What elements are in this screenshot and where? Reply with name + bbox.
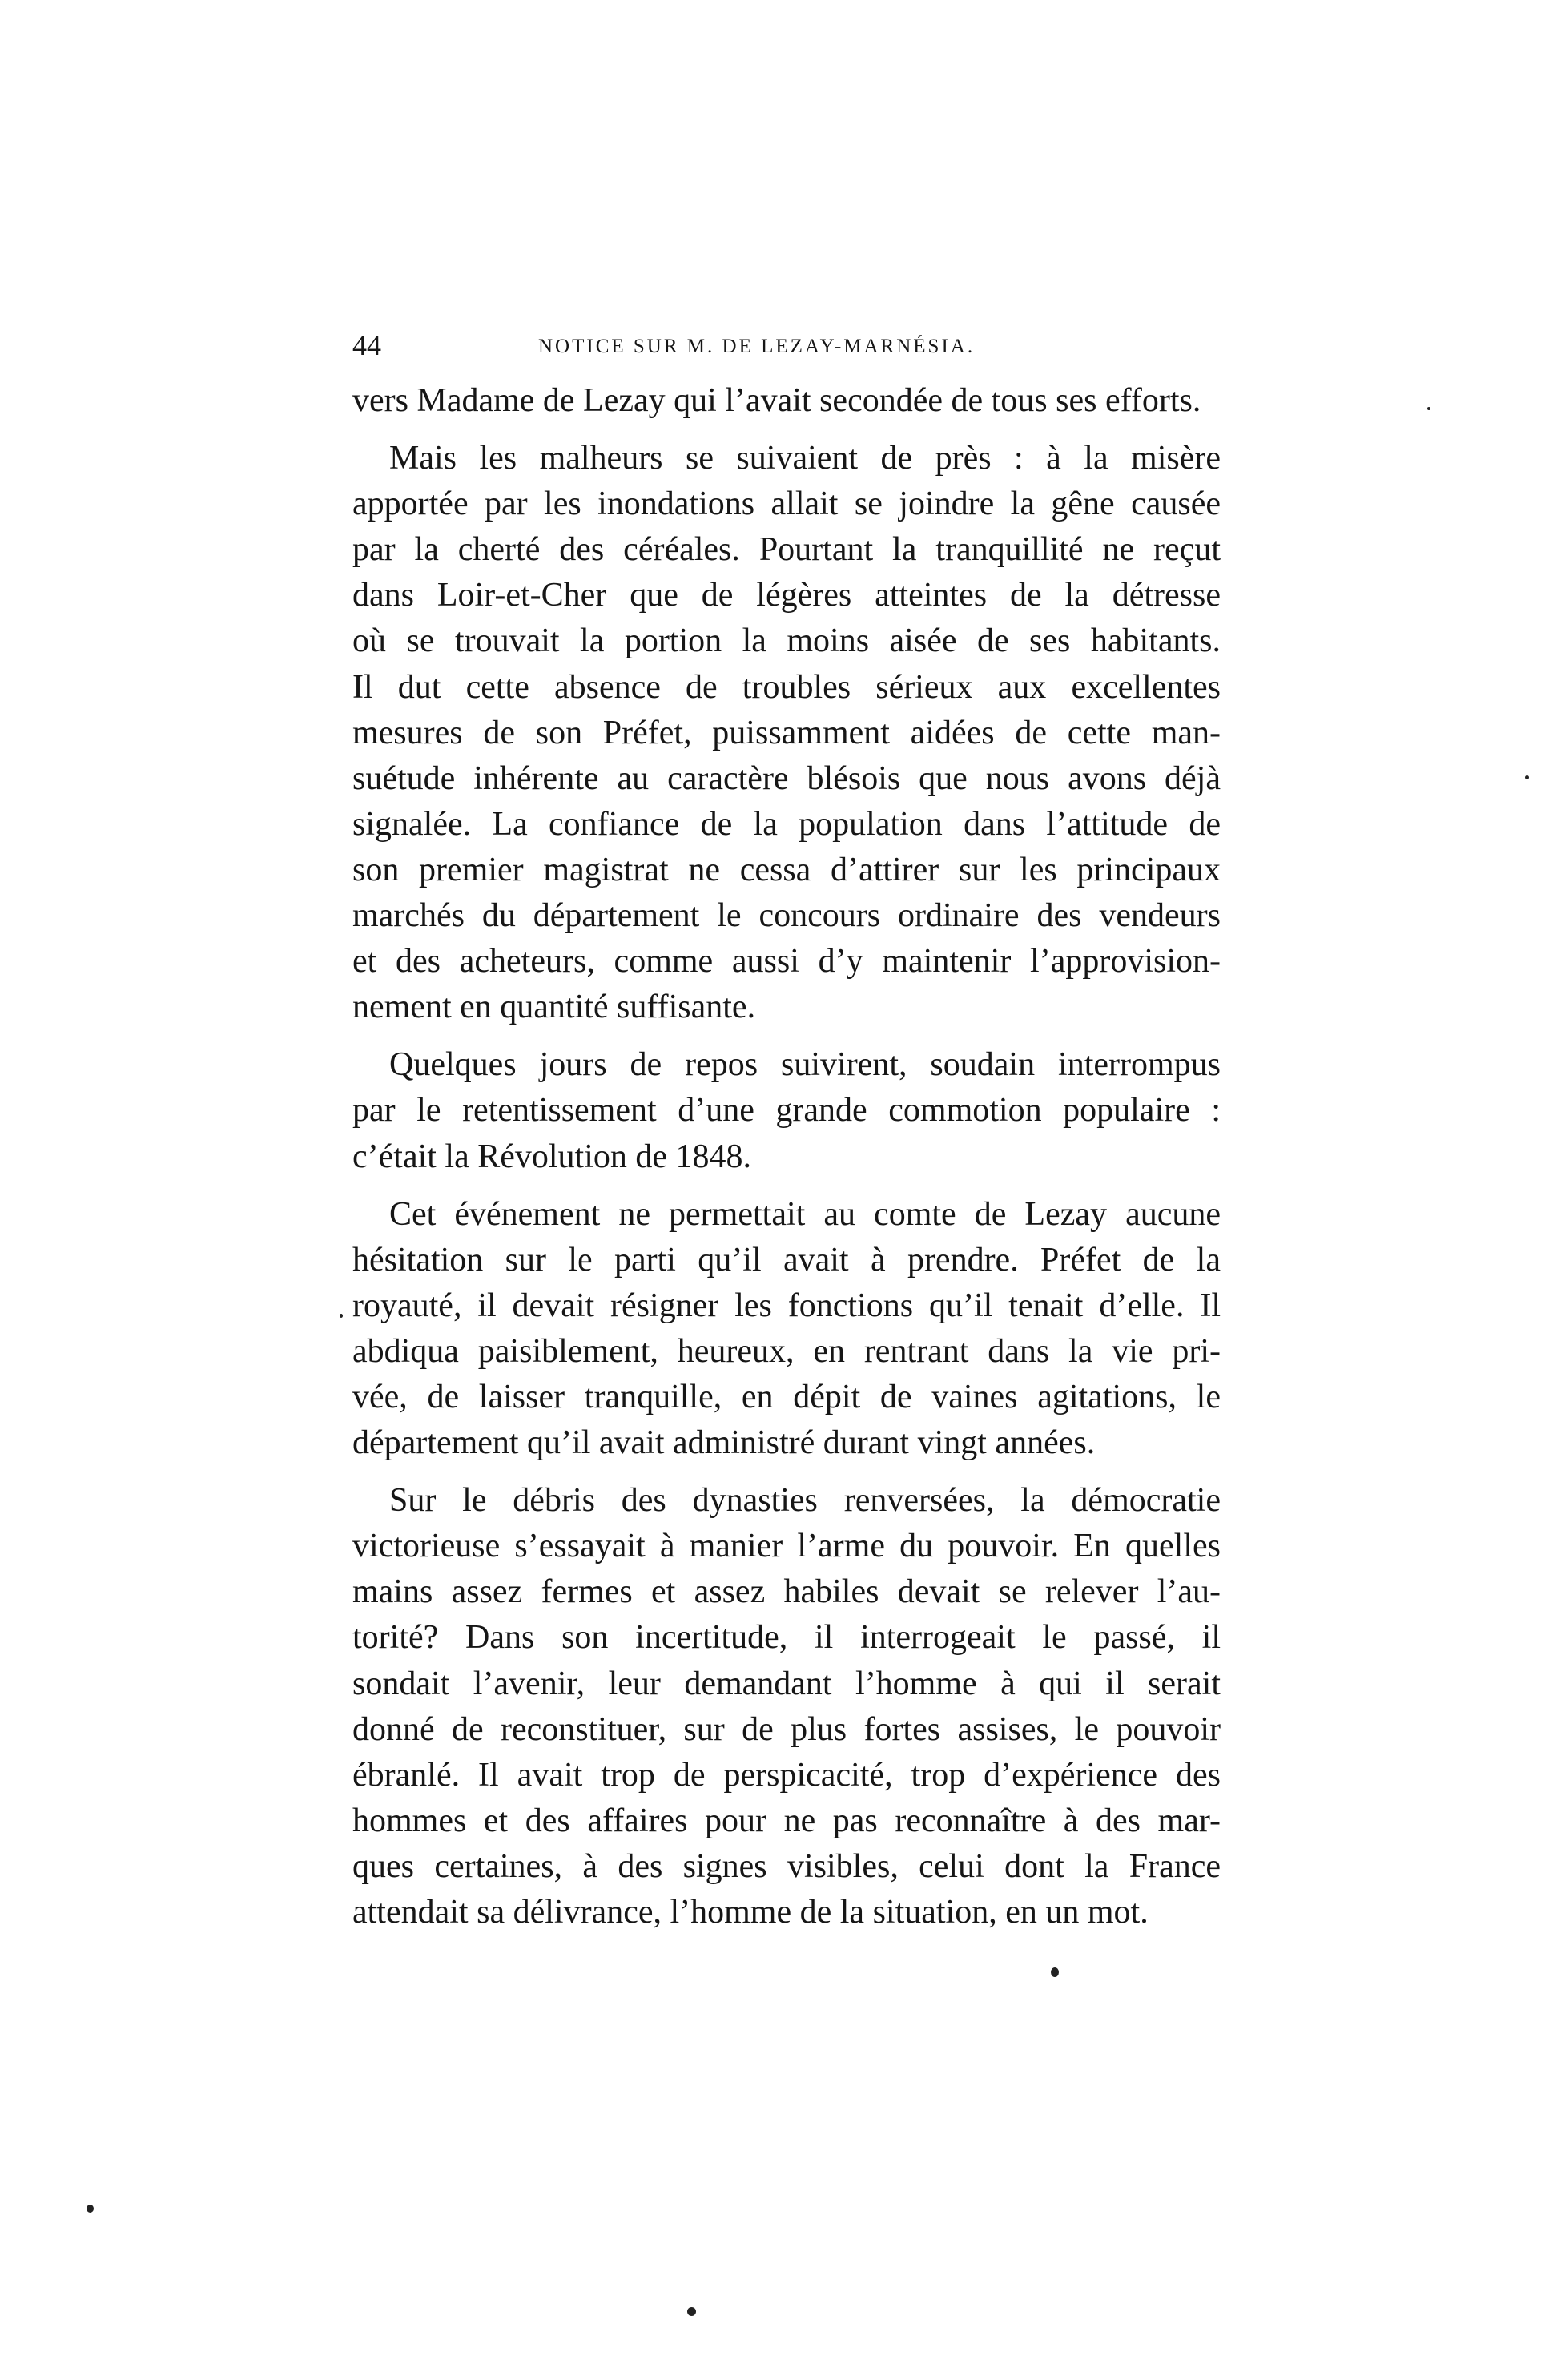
paragraph xyxy=(352,1478,1221,1935)
ink-speck xyxy=(1427,407,1430,410)
text-line: marchés du département le concours ordinaire des vendeurs xyxy=(352,897,1221,935)
text-line: donné de reconstituer, sur de plus fortes assises, le pouvoir xyxy=(352,1710,1221,1748)
text-line: c’était la Révolution de 1848. xyxy=(352,1138,752,1175)
text-line: nement en quantité suffisante. xyxy=(352,989,756,1026)
ink-speck xyxy=(687,2307,696,2316)
text-line: Sur le débris des dynasties renversées, la démocratie xyxy=(389,1482,1221,1520)
text-line: suétude inhérente au caractère blésois que nous avons déjà xyxy=(352,759,1221,797)
text-line: ébranlé. Il avait trop de perspicacité, trop d’expérience des xyxy=(352,1756,1221,1794)
text-line: victorieuse s’essayait à manier l’arme du pouvoir. En quelles xyxy=(352,1528,1221,1565)
text-line: et des acheteurs, comme aussi d’y maintenir l’approvision- xyxy=(352,943,1221,981)
paragraph xyxy=(352,436,1221,1030)
text-line: Quelques jours de repos suivirent, soudain interrompus xyxy=(389,1046,1221,1084)
ink-speck xyxy=(87,2205,94,2213)
paragraph xyxy=(352,1042,1221,1179)
paragraph xyxy=(352,378,1221,424)
text-line: mesures de son Préfet, puissamment aidées de cette man- xyxy=(352,714,1221,751)
text-line: hésitation sur le parti qu’il avait à prendre. Préfet de la xyxy=(352,1241,1221,1279)
text-line: royauté, il devait résigner les fonctions qu’il tenait d’elle. Il xyxy=(352,1287,1221,1324)
text-line: abdiqua paisiblement, heureux, en rentrant dans la vie pri- xyxy=(352,1332,1221,1370)
text-line: torité? Dans son incertitude, il interrogeait le passé, il xyxy=(352,1619,1221,1657)
text-line: par le retentissement d’une grande commotion populaire : xyxy=(352,1092,1221,1130)
body-text xyxy=(352,378,1221,1935)
ink-speck xyxy=(1525,775,1529,779)
text-line: son premier magistrat ne cessa d’attirer sur les principaux xyxy=(352,851,1221,888)
text-line: Il dut cette absence de troubles sérieux aux excellentes xyxy=(352,668,1221,706)
text-line: vée, de laisser tranquille, en dépit de vaines agitations, le xyxy=(352,1378,1221,1416)
text-line: Mais les malheurs se suivaient de près : à la misère xyxy=(389,440,1221,477)
text-line: par la cherté des céréales. Pourtant la tranquillité ne reçut xyxy=(352,531,1221,569)
text-line: hommes et des affaires pour ne pas reconnaître à des mar- xyxy=(352,1802,1221,1839)
text-line: département qu’il avait administré durant vingt années. xyxy=(352,1424,1096,1462)
text-line: sondait l’avenir, leur demandant l’homme à qui il serait xyxy=(352,1665,1221,1702)
text-line: Cet événement ne permettait au comte de Lezay aucune xyxy=(389,1195,1221,1233)
running-head xyxy=(352,325,1217,365)
text-line: mains assez fermes et assez habiles devait se relever l’au- xyxy=(352,1573,1221,1611)
ink-speck xyxy=(340,1314,343,1318)
running-title: NOTICE SUR M. DE LEZAY-MARNÉSIA. xyxy=(538,336,976,357)
ink-speck xyxy=(1051,1967,1059,1977)
text-line: signalée. La confiance de la population dans l’attitude de xyxy=(352,805,1221,843)
text-line: ques certaines, à des signes visibles, celui dont la France xyxy=(352,1847,1221,1885)
text-line: où se trouvait la portion la moins aisée de ses habitants. xyxy=(352,622,1221,660)
text-line: apportée par les inondations allait se joindre la gêne causée xyxy=(352,485,1221,523)
page-number: 44 xyxy=(352,329,381,361)
text-line: dans Loir-et-Cher que de légères atteintes de la détresse xyxy=(352,577,1221,614)
text-line: attendait sa délivrance, l’homme de la situation, en un mot. xyxy=(352,1894,1149,1931)
text-line: vers Madame de Lezay qui l’avait secondée de tous ses efforts. xyxy=(352,382,1201,419)
paragraph xyxy=(352,1192,1221,1467)
